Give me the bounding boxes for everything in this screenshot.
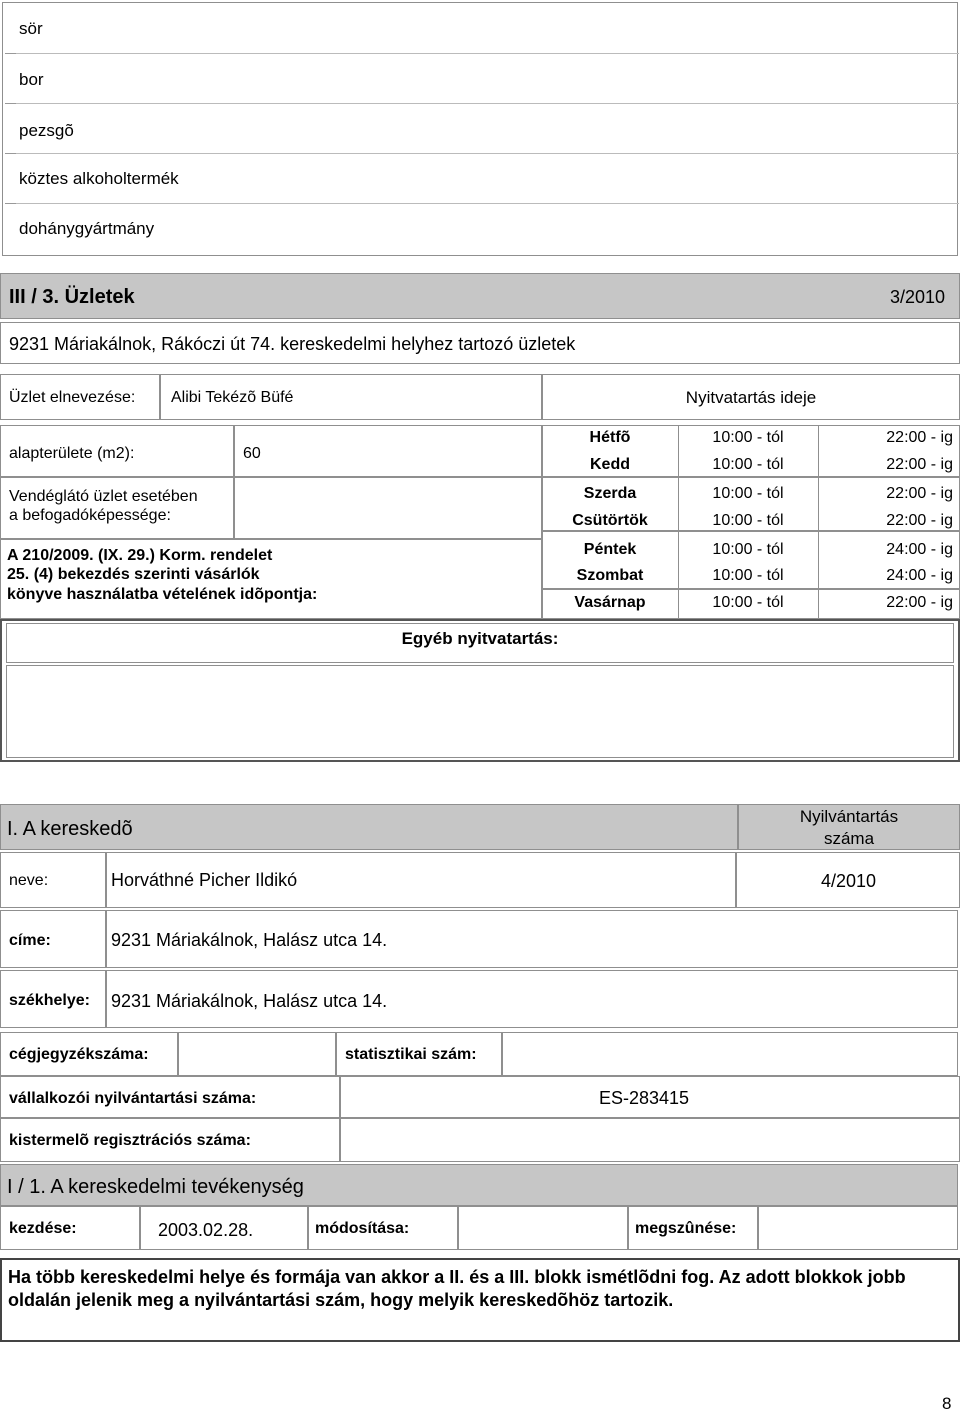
day-label: Szombat xyxy=(576,567,644,584)
day-label: Szerda xyxy=(583,485,637,502)
area-label: alapterülete (m2): xyxy=(9,445,135,462)
day-label: Péntek xyxy=(583,541,637,558)
hours-from: 10:00 - tól xyxy=(712,512,784,529)
day-label: Kedd xyxy=(590,456,630,473)
product-list-box xyxy=(2,2,958,256)
product-item: bor xyxy=(19,70,44,89)
activity-title: I / 1. A kereskedelmi tevékenység xyxy=(7,1176,304,1198)
opening-hours-title: Nyitvatartás ideje xyxy=(685,388,817,407)
name-cell xyxy=(106,852,736,908)
shop-name: Alibi Tekézõ Büfé xyxy=(171,389,294,406)
entrepreneur-value: ES-283415 xyxy=(599,1088,690,1108)
hours-to: 22:00 - ig xyxy=(886,594,953,611)
entrepreneur-label-cell xyxy=(0,1076,340,1118)
end-label-cell xyxy=(628,1206,758,1250)
hours-from: 10:00 - tól xyxy=(712,541,784,558)
start-label: kezdése: xyxy=(9,1220,77,1237)
start-value-cell xyxy=(140,1206,308,1250)
hours-to: 24:00 - ig xyxy=(886,541,953,558)
note-text: Ha több kereskedelmi helye és formája van akkor a II. és a III. blokk ismétlõdni fog. Az adott blokkok jobb oldalán jelenik meg a nyilvántartási szám, hogy melyik kereskedõhöz tartozik. xyxy=(8,1267,906,1310)
reg-number-header xyxy=(738,804,960,850)
row-divider xyxy=(15,203,959,204)
address-line-box xyxy=(0,322,960,364)
area-value-cell xyxy=(234,425,542,477)
hours-table xyxy=(542,425,960,619)
decree-cell xyxy=(0,539,542,619)
modify-label: módosítása: xyxy=(315,1220,410,1237)
hours-from: 10:00 - tól xyxy=(712,429,784,446)
area-value: 60 xyxy=(243,445,261,462)
row-divider xyxy=(15,53,959,54)
hours-to: 24:00 - ig xyxy=(886,567,953,584)
seat-cell xyxy=(106,970,958,1028)
area-label-cell xyxy=(0,425,234,477)
section-title: III / 3. Üzletek xyxy=(9,286,135,308)
capacity-value-cell xyxy=(234,477,542,539)
shop-name-label-cell xyxy=(0,374,160,420)
shop-name-cell xyxy=(160,374,542,420)
section-code: 3/2010 xyxy=(889,287,945,307)
start-label-cell xyxy=(0,1206,140,1250)
other-hours-label: Egyéb nyitvatartás: xyxy=(401,629,559,648)
name-label: neve: xyxy=(9,872,49,889)
capacity-label-line2: a befogadóképessége: xyxy=(9,507,171,524)
address-label: címe: xyxy=(9,932,51,949)
other-hours-box xyxy=(0,619,960,762)
trader-seat: 9231 Máriakálnok, Halász utca 14. xyxy=(111,991,388,1011)
note-box xyxy=(0,1258,960,1342)
activity-header xyxy=(0,1164,958,1206)
opening-hours-title-cell xyxy=(542,374,960,420)
hours-from: 10:00 - tól xyxy=(712,456,784,473)
trader-title: I. A kereskedõ xyxy=(7,818,133,840)
farmer-value-cell xyxy=(340,1118,960,1162)
row-marker xyxy=(5,203,16,204)
decree-line2: 25. (4) bekezdés szerinti vásárlók xyxy=(7,566,260,583)
company-reg-label: cégjegyzékszáma: xyxy=(9,1046,149,1063)
address-label-cell xyxy=(0,910,106,968)
company-reg-value-cell xyxy=(178,1032,336,1076)
decree-line3: könyve használatba vételének idõpontja: xyxy=(7,586,318,603)
address-line: 9231 Máriakálnok, Rákóczi út 74. kereskedelmi helyhez tartozó üzletek xyxy=(9,334,576,354)
capacity-label-cell xyxy=(0,477,234,539)
entrepreneur-value-cell xyxy=(340,1076,960,1118)
end-label: megszûnése: xyxy=(635,1220,737,1237)
seat-label: székhelye: xyxy=(9,992,90,1009)
row-divider xyxy=(15,103,959,104)
farmer-label: kistermelõ regisztrációs száma: xyxy=(9,1132,251,1149)
shop-name-label: Üzlet elnevezése: xyxy=(9,389,136,406)
hours-from: 10:00 - tól xyxy=(712,485,784,502)
start-value: 2003.02.28. xyxy=(158,1220,254,1240)
decree-line1: A 210/2009. (IX. 29.) Korm. rendelet xyxy=(7,547,273,564)
modify-value-cell xyxy=(458,1206,628,1250)
address-cell xyxy=(106,910,958,968)
product-item: sör xyxy=(19,19,43,38)
stat-label: statisztikai szám: xyxy=(345,1046,477,1063)
trader-header xyxy=(0,804,738,850)
reg-label-line2: száma xyxy=(823,829,875,848)
section-header-shops xyxy=(0,273,960,319)
hours-to: 22:00 - ig xyxy=(886,512,953,529)
seat-label-cell xyxy=(0,970,106,1028)
reg-number: 4/2010 xyxy=(821,871,877,891)
row-marker xyxy=(5,53,16,54)
capacity-label-line1: Vendéglátó üzlet esetében xyxy=(9,488,198,505)
modify-label-cell xyxy=(308,1206,458,1250)
product-item: dohánygyártmány xyxy=(19,219,155,238)
product-item: köztes alkoholtermék xyxy=(19,169,179,188)
row-marker xyxy=(5,103,16,104)
trader-address: 9231 Máriakálnok, Halász utca 14. xyxy=(111,930,388,950)
entrepreneur-label: vállalkozói nyilvántartási száma: xyxy=(9,1090,257,1107)
hours-to: 22:00 - ig xyxy=(886,429,953,446)
page-number: 8 xyxy=(942,1394,952,1413)
hours-from: 10:00 - tól xyxy=(712,567,784,584)
end-value-cell xyxy=(758,1206,958,1250)
hours-to: 22:00 - ig xyxy=(886,456,953,473)
hours-from: 10:00 - tól xyxy=(712,594,784,611)
other-hours-content xyxy=(6,665,954,758)
day-label: Hétfõ xyxy=(589,429,631,446)
stat-value-cell xyxy=(502,1032,958,1076)
trader-name: Horváthné Picher Ildikó xyxy=(111,870,298,890)
company-reg-label-cell xyxy=(0,1032,178,1076)
day-label: Csütörtök xyxy=(572,512,648,529)
reg-label-line1: Nyilvántartás xyxy=(799,807,899,826)
row-marker xyxy=(5,153,16,154)
stat-label-cell xyxy=(336,1032,502,1076)
product-item: pezsgõ xyxy=(19,121,74,140)
reg-number-cell xyxy=(736,852,960,908)
farmer-label-cell xyxy=(0,1118,340,1162)
name-label-cell xyxy=(0,852,106,908)
hours-to: 22:00 - ig xyxy=(886,485,953,502)
row-divider xyxy=(15,153,959,154)
day-label: Vasárnap xyxy=(574,594,646,611)
